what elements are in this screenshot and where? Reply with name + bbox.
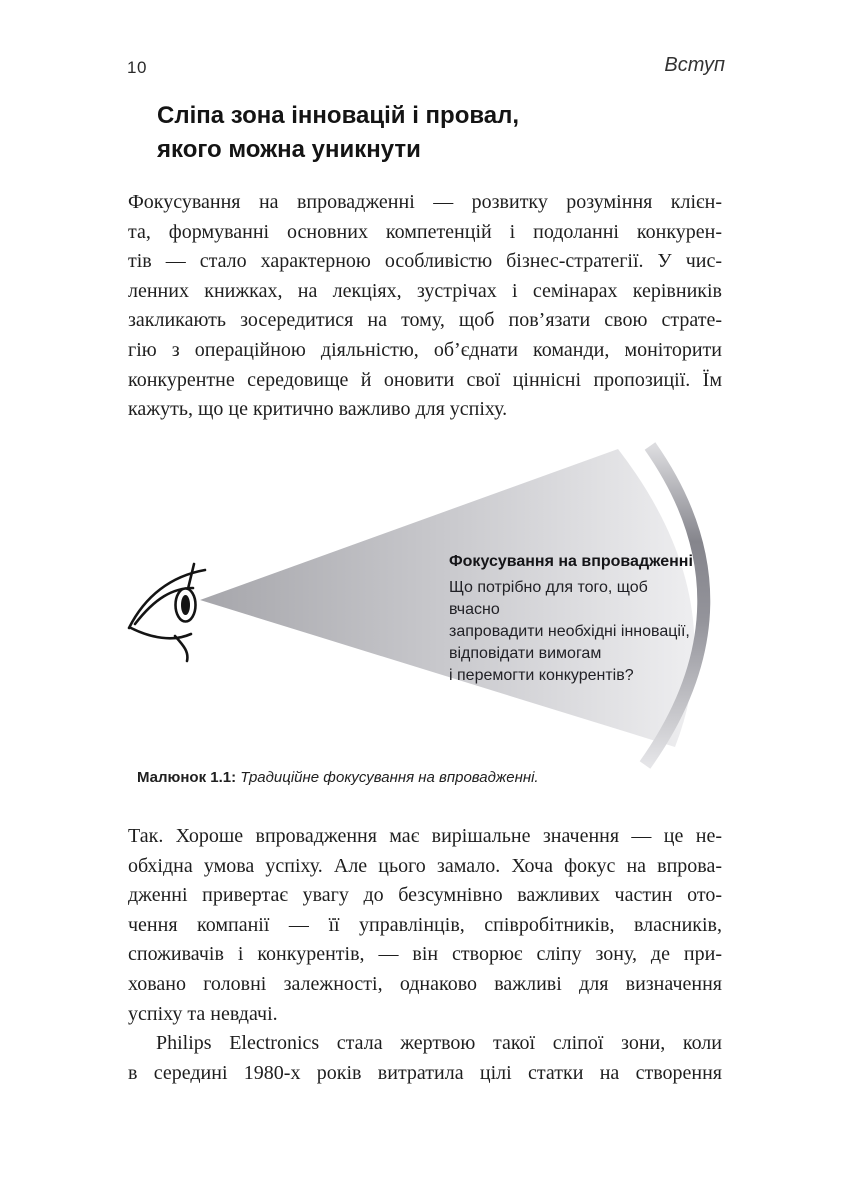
text-line: конкурентне середовище й оновити свої ціннісні пропозиції. Їм (128, 368, 722, 391)
text-line: тів — стало характерною особливістю бізнес-стратегії. У чис- (128, 250, 722, 273)
text-line: Так. Хороше впровадження має вирішальне значення — це не- (128, 825, 722, 847)
chapter-heading (157, 99, 519, 167)
paragraph-philips (128, 1029, 722, 1088)
paragraph-main (128, 822, 722, 1088)
text-line: і перемогти конкурентів? (449, 667, 634, 684)
text-line: запровадити необхідні інновації, (449, 623, 690, 640)
text-line: ховано головні залежності, однаково важливі для визначення (128, 972, 722, 995)
figure-caption-label: Малюнок 1.1: (137, 769, 237, 786)
figure-title: Фокусування на впровадженні (449, 553, 693, 570)
text-line: гію з операційною діяльністю, об’єднати команди, моніторити (128, 338, 722, 361)
chapter-heading-line-2: якого можна уникнути (157, 136, 421, 163)
figure-caption-text: Традиційне фокусування на впровадженні. (240, 769, 539, 786)
text-line: успіху та невдачі. (128, 1002, 278, 1025)
chapter-heading-line-1: Сліпа зона інновацій і провал, (157, 102, 520, 129)
text-line: Фокусування на впровадженні — розвитку розуміння клієн- (128, 191, 722, 213)
page-number: 10 (127, 58, 147, 77)
figure-description (449, 577, 699, 687)
text-line: споживачів і конкурентів, — він створює сліпу зону, де при- (128, 943, 722, 966)
eye-icon (129, 564, 205, 661)
running-head: Вступ (664, 54, 725, 76)
text-line: Що потрібно для того, щоб вчасно (449, 579, 648, 618)
text-line: відповідати вимогам (449, 645, 602, 662)
figure-text-block (449, 551, 699, 687)
text-line: закликають зосередитися на тому, щоб пов’язати свою страте- (128, 309, 722, 332)
paragraph-intro (128, 188, 722, 425)
text-line: та, формуванні основних компетенцій і подоланні конкурен- (128, 220, 722, 243)
paragraph-execution (128, 822, 722, 1029)
text-line: кажуть, що це критично важливо для успіху. (128, 398, 508, 421)
text-line: ленних книжках, на лекціях, зустрічах і семінарах керівників (128, 279, 722, 302)
figure-caption (137, 769, 539, 786)
text-line: обхідна умова успіху. Але цього замало. Хоча фокус на впрова- (128, 854, 722, 877)
text-line: в середині 1980-х років витратила цілі статки на створення (128, 1061, 722, 1084)
text-line: дженні привертає увагу до безсумнівно важливих частин ото- (128, 884, 722, 907)
text-line: чення компанії — її управлінців, співробітників, власників, (128, 913, 722, 936)
text-line: Philips Electronics стала жертвою такої сліпої зони, коли (156, 1032, 722, 1055)
